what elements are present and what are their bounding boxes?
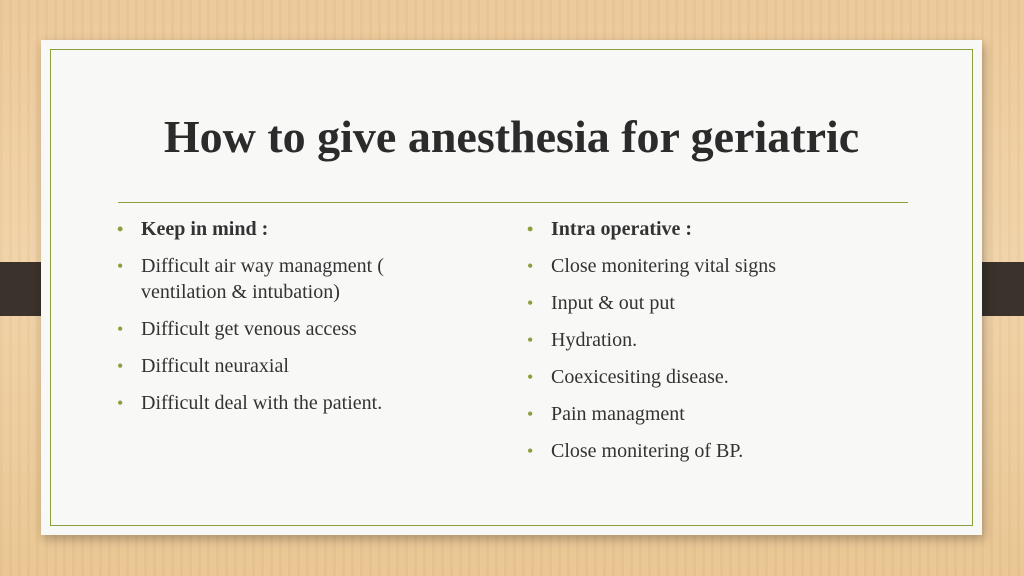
right-bullet-list [525, 216, 905, 475]
bullet-icon: • [117, 393, 124, 413]
bullet-icon: • [527, 293, 534, 313]
list-item [525, 401, 905, 427]
bullet-icon: • [527, 367, 534, 387]
list-item-text: Keep in mind : [141, 218, 269, 240]
bullet-icon: • [117, 219, 124, 239]
list-item-text: Difficult deal with the patient. [141, 392, 383, 414]
list-item [525, 364, 905, 390]
slide-title: How to give anesthesia for geriatric [163, 111, 860, 162]
list-item-text: Close monitering of BP. [551, 440, 744, 462]
title-divider [118, 202, 908, 203]
right-list-heading [525, 216, 905, 242]
bullet-icon: • [527, 441, 534, 461]
bullet-icon: • [527, 404, 534, 424]
list-item-text: Input & out put [551, 292, 675, 314]
list-item-text: Pain managment [551, 403, 685, 425]
bullet-icon: • [527, 330, 534, 350]
left-list-heading [115, 216, 455, 242]
list-item [525, 290, 905, 316]
bullet-icon: • [527, 219, 534, 239]
list-item [525, 253, 905, 279]
bullet-icon: • [527, 256, 534, 276]
list-item-text: Hydration. [551, 329, 638, 351]
list-item-text: Difficult get venous access [141, 318, 357, 340]
list-item-text: Coexicesiting disease. [551, 366, 729, 388]
left-bullet-list [115, 216, 455, 427]
list-item [115, 353, 455, 379]
bullet-icon: • [117, 319, 124, 339]
list-item [525, 438, 905, 464]
list-item [115, 316, 455, 342]
list-item [115, 253, 455, 305]
list-item-text: Difficult neuraxial [141, 355, 289, 377]
list-item [525, 327, 905, 353]
list-item-text: Difficult air way managment ( ventilation & intubation) [141, 255, 384, 303]
list-item-text: Intra operative : [551, 218, 693, 240]
list-item [115, 390, 455, 416]
list-item-text: Close monitering vital signs [551, 255, 776, 277]
bullet-icon: • [117, 356, 124, 376]
slide-card [41, 40, 982, 535]
bullet-icon: • [117, 256, 124, 276]
